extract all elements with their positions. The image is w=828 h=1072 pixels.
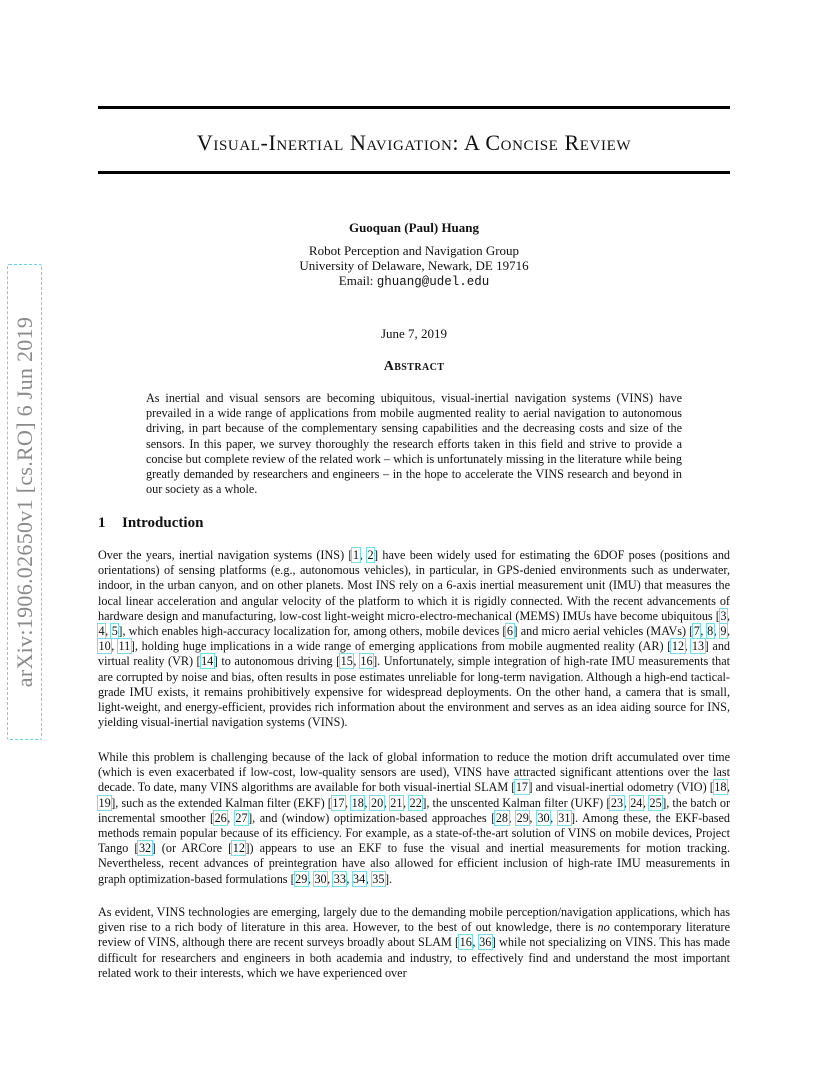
citation-link[interactable]: 30	[537, 810, 550, 825]
intro-paragraph-3: As evident, VINS technologies are emerging, largely due to the demanding mobile perception/navigation applications, which has given rise to a rich body of literature in this area. However, to the best of out knowledge, there is no contemporary literature review of VINS, although there are recent surveys broadly about SLAM [16, 36] while not specializing on VINS. This has made difficult for researchers and engineers in both academia and industry, to effectively find and understand the most important related work to their interests, which we have experienced over	[98, 905, 730, 980]
citation-link[interactable]: 34	[353, 871, 366, 886]
intro-paragraph-2: While this problem is challenging because of the lack of global information to reduce the motion drift accumulated over time (which is even exacerbated if low-cost, low-quality sensors are used), VINS have attracted significant attentions over the last decade. To date, many VINS algorithms are available for both visual-inertial SLAM [17] and visual-inertial odometry (VIO) [18, 19], such as the extended Kalman filter (EKF) [17, 18, 20, 21, 22], the unscented Kalman filter (UKF) [23, 24, 25], the batch or incremental smoother [26, 27], and (window) optimization-based approaches [28, 29, 30, 31]. Among these, the EKF-based methods remain popular because of its efficiency. For example, as a state-of-the-art solution of VINS on mobile devices, Project Tango [32] (or ARCore [12]) appears to use an EKF to fuse the visual and inertial measurements for motion tracking. Nevertheless, recent advances of preintegration have also allowed for efficient inclusion of high-rate IMU measurements in graph optimization-based formulations [29, 30, 33, 34, 35].	[98, 750, 731, 886]
citation-link[interactable]: 5	[111, 624, 118, 639]
citation-link[interactable]: 3	[720, 608, 727, 623]
arxiv-identifier[interactable]: arXiv:1906.02650v1 [cs.RO] 6 Jun 2019	[12, 316, 37, 688]
abstract-text: As inertial and visual sensors are becoming ubiquitous, visual-inertial navigation systems (VINS) have prevailed in a wide range of applications from mobile augmented reality to aerial navigation to autonomous driving, in part because of the complementary sensing capabilities and the decreasing costs and size of the sensors. In this paper, we survey thoroughly the research efforts taken in this field and strive to provide a concise but complete review of the related work – which is unfortunately missing in the literature while being greatly demanded by researchers and engineers – in the hope to accelerate the VINS research and beyond in our society as a whole.	[146, 391, 682, 497]
citation-link[interactable]: 35	[372, 871, 385, 886]
citation-link[interactable]: 14	[201, 654, 214, 669]
paper-date: June 7, 2019	[380, 326, 448, 341]
citation-link[interactable]: 31	[558, 810, 571, 825]
citation-link[interactable]: 20	[370, 795, 384, 810]
citation-link[interactable]: 12	[232, 841, 245, 856]
citation-link[interactable]: 33	[333, 871, 346, 886]
citation-link[interactable]: 10	[98, 639, 111, 654]
citation-link[interactable]: 15	[340, 654, 353, 669]
email-label: Email:	[338, 273, 374, 288]
citation-link[interactable]: 2	[367, 548, 374, 562]
section-title: Introduction	[122, 515, 204, 531]
citation-link[interactable]: 16	[459, 935, 472, 950]
citation-link[interactable]: 29	[516, 810, 529, 825]
citation-link[interactable]: 21	[390, 795, 403, 810]
section-number: 1	[98, 515, 106, 531]
citation-link[interactable]: 32	[138, 841, 152, 856]
citation-link[interactable]: 11	[118, 639, 131, 654]
citation-link[interactable]: 28	[495, 810, 508, 825]
author-email-line	[98, 273, 730, 290]
citation-link[interactable]: 30	[314, 871, 327, 886]
citation-link[interactable]: 22	[409, 795, 422, 810]
citation-link[interactable]: 24	[630, 795, 643, 810]
section-heading	[98, 515, 203, 532]
citation-link[interactable]: 9	[720, 624, 727, 639]
author-university: University of Delaware, Newark, DE 19716	[299, 258, 529, 273]
paper-title: Visual-Inertial Navigation: A Concise Review	[196, 130, 632, 155]
citation-link[interactable]: 19	[98, 795, 111, 810]
author-name: Guoquan (Paul) Huang	[348, 220, 480, 235]
author-email[interactable]: ghuang@udel.edu	[376, 275, 490, 289]
citation-link[interactable]: 8	[707, 624, 714, 639]
citation-link[interactable]: 23	[610, 795, 624, 810]
title-top-rule	[98, 106, 730, 109]
citation-link[interactable]: 16	[360, 654, 373, 669]
citation-link[interactable]: 25	[649, 795, 662, 810]
citation-link[interactable]: 18	[714, 780, 727, 795]
citation-link[interactable]: 27	[235, 810, 248, 825]
arxiv-sidebar	[0, 262, 50, 742]
citation-link[interactable]: 17	[515, 780, 529, 795]
title-bottom-rule	[98, 171, 730, 174]
citation-link[interactable]: 36	[479, 935, 492, 950]
citation-link[interactable]: 4	[98, 624, 105, 639]
citation-link[interactable]: 7	[693, 624, 700, 639]
citation-link[interactable]: 17	[332, 795, 345, 810]
citation-link[interactable]: 6	[506, 624, 514, 639]
citation-link[interactable]: 29	[295, 871, 308, 886]
intro-paragraph-1: Over the years, inertial navigation systems (INS) [1, 2] have been widely used for estimating the 6DOF poses (positions and orientations) of sensing platforms (e.g., autonomous vehicles), in particular, in GPS-denied environments such as underwater, indoor, in the urban canyon, and on other planets. Most INS rely on a 6-axis inertial measurement unit (IMU) that measures the local linear acceleration and angular velocity of the platform to which it is rigidly connected. With the recent advancements of hardware design and manufacturing, low-cost light-weight micro-electro-mechanical (MEMS) IMUs have become ubiquitous [3, 4, 5], which enables high-accuracy localization for, among others, mobile devices [6] and micro aerial vehicles (MAVs) [7, 8, 9, 10, 11], holding huge implications in a wide range of emerging applications from mobile augmented reality (AR) [12, 13] and virtual reality (VR) [14] to autonomous driving [15, 16]. Unfortunately, simple integration of high-rate IMU measurements that are corrupted by noise and bias, often results in pose estimates unreliable for long-term navigation. Although a high-end tactical-grade IMU exists, it remains prohibitively expensive for widespread deployments. On the other hand, a camera that is small, light-weight, and energy-efficient, provides rich information about the environment and serves as an idea aiding source for INS, yielding visual-inertial navigation systems (VINS).	[98, 548, 731, 730]
citation-link[interactable]: 12	[671, 639, 685, 654]
citation-link[interactable]: 13	[691, 639, 705, 654]
citation-link[interactable]: 26	[214, 810, 227, 825]
citation-link[interactable]: 1	[352, 548, 360, 562]
abstract-heading: Abstract	[383, 359, 445, 374]
citation-link[interactable]: 18	[351, 795, 364, 810]
author-group: Robot Perception and Navigation Group	[308, 243, 520, 258]
